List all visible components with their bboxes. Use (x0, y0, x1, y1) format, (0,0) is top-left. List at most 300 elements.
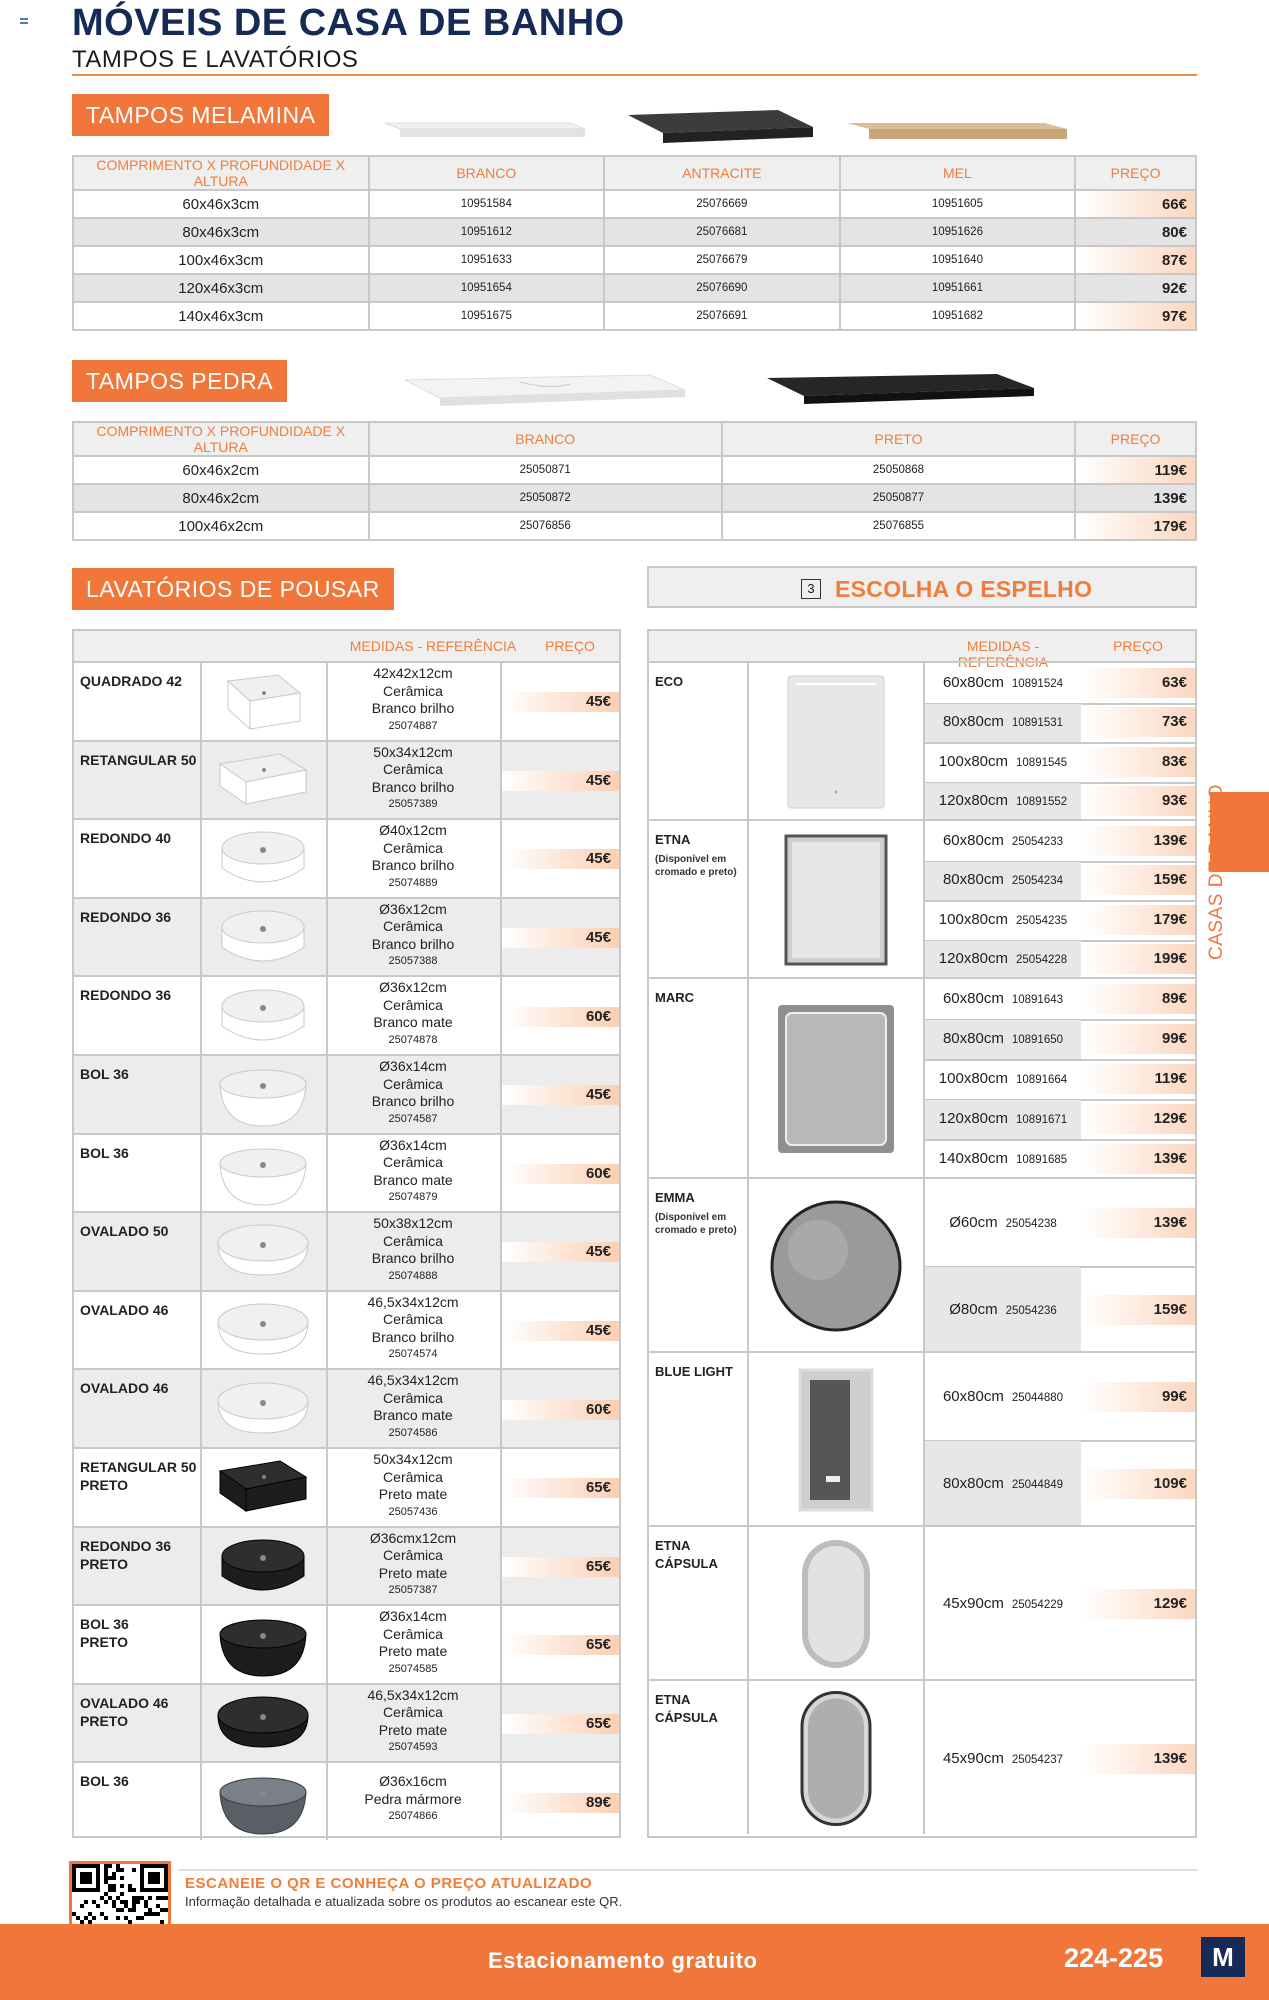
mirror-size (925, 1750, 1081, 1767)
honey-top-image (845, 117, 1070, 145)
basin-image (208, 1764, 318, 1842)
product-price: 60€ (502, 1400, 619, 1420)
product-material: Pedra mármore (364, 1790, 462, 1807)
basin-image (208, 1449, 318, 1527)
list-item (74, 1447, 619, 1526)
section-tag-pedra: TAMPOS PEDRA (72, 360, 287, 402)
mirror-reference: 10891685 (1016, 1154, 1068, 1166)
mirror-image (749, 1527, 923, 1681)
row-divider (923, 1059, 1195, 1061)
mirror-price: 73€ (1082, 707, 1195, 737)
product-reference: 25074585 (388, 1662, 438, 1675)
product-name: BOL 36 (80, 1066, 129, 1082)
pedra-table (72, 421, 1197, 541)
mirror-size (925, 1030, 1081, 1047)
product-dimensions: Ø36x16cm (379, 1773, 447, 1790)
mirror-dimensions: 100x80cm (938, 1070, 1009, 1087)
melamina-col-header: MEL (840, 156, 1076, 190)
basin-image (208, 1056, 318, 1134)
reference-cell: 25076855 (722, 512, 1075, 540)
column-divider (200, 1056, 202, 1133)
mirror-price: 93€ (1082, 786, 1195, 816)
size-cell: 120x46x3cm (73, 274, 369, 302)
product-material: Cerâmica (383, 1075, 443, 1092)
column-divider (200, 977, 202, 1054)
product-name: OVALADO 46 (80, 1380, 169, 1397)
section-tag-melamina: TAMPOS MELAMINA (72, 94, 329, 136)
product-reference: 25074889 (388, 876, 438, 889)
mirror-reference: 10891650 (1011, 1034, 1064, 1046)
basin-image (208, 899, 318, 977)
product-specs (326, 1773, 500, 1826)
mirrors-header-preco: PREÇO (1113, 638, 1163, 654)
mirror-reference: 10891524 (1011, 677, 1064, 690)
product-price: 65€ (502, 1557, 619, 1577)
mirror-image (749, 663, 923, 821)
price-cell: 97€ (1075, 302, 1196, 330)
mirror-price: 139€ (1082, 1144, 1195, 1174)
product-specs (326, 1530, 500, 1600)
column-divider (200, 899, 202, 976)
qr-title: ESCANEIE O QR E CONHEÇA O PREÇO ATUALIZADO (185, 1875, 593, 1892)
mirror-size (925, 990, 1081, 1007)
product-material: Cerâmica (383, 996, 443, 1013)
mirror-price: 199€ (1082, 944, 1195, 974)
basin-image (208, 663, 318, 741)
product-name: QUADRADO 42 (80, 673, 182, 689)
mirror-reference: 25044880 (1011, 1391, 1064, 1404)
product-finish: Branco mate (373, 1407, 453, 1424)
mirror-reference: 25054238 (1005, 1217, 1057, 1230)
product-dimensions: Ø36x12cm (379, 900, 447, 917)
mirror-dimensions: 45x90cm (942, 1595, 1004, 1612)
product-finish: Branco brilho (371, 778, 455, 795)
mirrors-header-medidas: MEDIDAS - REFERÊNCIA (957, 638, 1049, 670)
product-material: Cerâmica (383, 682, 443, 699)
mirror-image (749, 1353, 923, 1527)
reference-cell: 10951654 (369, 274, 605, 302)
product-name: OVALADO 46 (80, 1301, 169, 1318)
basin-image (208, 1371, 318, 1449)
reference-cell: 25076669 (604, 190, 840, 218)
list-item (74, 1761, 619, 1840)
page-numbers: 224-225 (1064, 1943, 1164, 1973)
list-item (74, 1604, 619, 1683)
mirror-reference: 25054236 (1005, 1304, 1057, 1317)
mirror-price: 89€ (1082, 984, 1195, 1014)
pedra-col-header: COMPRIMENTO X PROFUNDIDADE X ALTURA (73, 422, 369, 456)
list-item (74, 818, 619, 897)
mirror-section-label: ESCOLHA O ESPELHO (835, 576, 1093, 602)
mirror-size (925, 1214, 1081, 1231)
product-material: Cerâmica (383, 761, 443, 778)
step-number: 3 (801, 579, 821, 599)
product-finish: Branco brilho (371, 1328, 455, 1345)
column-divider (200, 1370, 202, 1447)
product-specs (326, 901, 500, 971)
lavatorios-grid (72, 629, 621, 1838)
qr-subtitle: Informação detalhada e atualizada sobre os produtos ao escanear este QR. (185, 1894, 623, 1909)
reference-cell: 10951612 (369, 218, 605, 246)
mirror-size (925, 1475, 1081, 1492)
mirror-section-title (647, 566, 1197, 608)
size-cell: 100x46x2cm (73, 512, 369, 540)
mirror-name: ECO (655, 674, 684, 689)
mirror-price: 129€ (1082, 1104, 1195, 1134)
black-stone-top-image (762, 370, 1042, 415)
section-tag-lavatorios: LAVATÓRIOS DE POUSAR (72, 568, 394, 610)
table-row (73, 512, 1196, 540)
mirror-group (649, 977, 1195, 1177)
mirror-size (925, 1110, 1081, 1127)
lavatorios-header-preco: PREÇO (545, 638, 595, 654)
product-reference: 25057388 (388, 955, 438, 968)
mirror-dimensions: 120x80cm (938, 792, 1009, 810)
white-stone-top-image (400, 370, 690, 415)
mirror-name: ETNA CÁPSULA (655, 1538, 718, 1571)
mirror-dimensions: 45x90cm (942, 1749, 1004, 1767)
column-divider (200, 1292, 202, 1369)
product-price: 45€ (502, 771, 619, 791)
product-price: 65€ (502, 1714, 619, 1734)
column-divider (200, 1528, 202, 1605)
mirror-reference: 25054229 (1011, 1599, 1064, 1611)
mirror-note: (Disponível em cromado e preto) (655, 1212, 737, 1236)
reference-cell: 10951626 (840, 218, 1076, 246)
mirror-dimensions: 60x80cm (942, 831, 1004, 849)
product-price: 89€ (502, 1793, 619, 1813)
mirror-reference: 25054235 (1016, 914, 1068, 927)
mirror-name: EMMA (655, 1190, 695, 1205)
mirror-size (925, 792, 1081, 809)
mirror-size (925, 1388, 1081, 1405)
product-name: RETANGULAR 50 PRETO (80, 1459, 197, 1493)
mirror-dimensions: 60x80cm (942, 673, 1004, 691)
size-cell: 80x46x3cm (73, 218, 369, 246)
price-cell: 87€ (1075, 246, 1196, 274)
product-price: 45€ (502, 692, 619, 712)
product-specs (326, 979, 500, 1049)
price-cell: 92€ (1075, 274, 1196, 302)
mirror-name: ETNA CÁPSULA (655, 1692, 718, 1725)
product-material: Cerâmica (383, 1704, 443, 1721)
product-dimensions: Ø36cmx12cm (369, 1529, 457, 1546)
price-cell: 139€ (1075, 484, 1196, 512)
mirror-reference: 25054233 (1011, 835, 1064, 848)
mirror-dimensions: 100x80cm (938, 752, 1009, 770)
product-material: Cerâmica (383, 1311, 443, 1328)
product-finish: Branco brilho (371, 935, 455, 952)
list-item (74, 740, 619, 819)
column-divider (200, 663, 202, 740)
product-dimensions: Ø36x14cm (379, 1136, 447, 1153)
price-cell: 80€ (1075, 218, 1196, 246)
product-price: 65€ (502, 1478, 619, 1498)
basin-image (208, 1685, 318, 1763)
mirror-price: 119€ (1082, 1064, 1195, 1094)
product-finish: Preto mate (378, 1643, 448, 1660)
basin-image (208, 742, 318, 820)
mirror-name: MARC (655, 990, 694, 1005)
product-dimensions: 50x34x12cm (373, 1451, 453, 1467)
size-cell: 80x46x2cm (73, 484, 369, 512)
product-finish: Branco mate (373, 1171, 453, 1188)
reference-cell: 10951640 (840, 246, 1076, 274)
product-name: REDONDO 36 PRETO (80, 1537, 172, 1572)
price-cell: 119€ (1075, 456, 1196, 484)
product-specs (326, 1687, 500, 1757)
mirror-dimensions: 80x80cm (942, 871, 1004, 889)
table-row (73, 484, 1196, 512)
mirror-group (649, 819, 1195, 977)
column-divider (200, 1449, 202, 1526)
reference-cell: 10951605 (840, 190, 1076, 218)
mirror-size (925, 753, 1081, 770)
product-material: Cerâmica (383, 1232, 443, 1249)
basin-image (208, 1528, 318, 1606)
mirror-image (749, 821, 923, 979)
mirror-size (925, 1150, 1081, 1167)
table-row (73, 302, 1196, 330)
product-finish: Branco brilho (371, 1250, 455, 1267)
pedra-col-header: PRETO (722, 422, 1075, 456)
product-dimensions: 46,5x34x12cm (367, 1686, 459, 1703)
product-dimensions: 46,5x34x12cm (367, 1372, 459, 1389)
product-specs (326, 665, 500, 735)
mirror-group (649, 1679, 1195, 1834)
product-name: BOL 36 (80, 1144, 129, 1161)
mirrors-grid (647, 629, 1197, 1838)
product-finish: Branco mate (373, 1014, 453, 1031)
product-dimensions: 50x34x12cm (373, 743, 453, 760)
product-material: Cerâmica (383, 1154, 443, 1171)
product-reference: 25074587 (388, 1112, 438, 1125)
mirror-price: 109€ (1082, 1469, 1195, 1499)
mirror-group (649, 1177, 1195, 1351)
product-reference: 25074593 (388, 1741, 438, 1754)
product-name: BOL 36 (80, 1773, 129, 1790)
product-reference: 25074586 (388, 1426, 438, 1439)
column-divider (200, 742, 202, 819)
product-price: 45€ (502, 1321, 619, 1341)
product-reference: 25074878 (388, 1033, 438, 1046)
side-label: CASAS DE BANHO (1206, 784, 1227, 960)
lavatorios-header-medidas: MEDIDAS - REFERÊNCIA (349, 638, 517, 654)
brand-logo: M (1201, 1937, 1245, 1977)
table-row (73, 190, 1196, 218)
pedra-col-header: BRANCO (369, 422, 722, 456)
mirror-reference: 10891531 (1011, 717, 1064, 730)
product-specs (326, 1451, 500, 1521)
mirror-group (649, 1525, 1195, 1679)
mirror-dimensions: 60x80cm (942, 990, 1004, 1007)
product-dimensions: 46,5x34x12cm (367, 1293, 459, 1310)
product-dimensions: Ø40x12cm (379, 822, 447, 839)
product-dimensions: Ø36x14cm (379, 1058, 447, 1074)
product-reference: 25074879 (388, 1191, 438, 1204)
melamina-col-header: COMPRIMENTO X PROFUNDIDADE X ALTURA (73, 156, 369, 190)
product-material: Cerâmica (383, 1468, 443, 1485)
reference-cell: 25076679 (604, 246, 840, 274)
product-price: 45€ (502, 849, 619, 869)
mirror-price: 139€ (1082, 826, 1195, 856)
basin-image (208, 820, 318, 898)
product-price: 65€ (502, 1635, 619, 1655)
product-name: REDONDO 36 (80, 908, 172, 925)
product-reference: 25074887 (388, 719, 438, 732)
mirror-price: 99€ (1082, 1382, 1195, 1412)
product-material: Cerâmica (383, 918, 443, 935)
melamina-col-header: BRANCO (369, 156, 605, 190)
reference-cell: 10951675 (369, 302, 605, 330)
mirror-dimensions: 60x80cm (942, 1387, 1004, 1405)
product-specs (326, 1294, 500, 1364)
mirror-image (749, 1681, 923, 1836)
reference-cell: 25076691 (604, 302, 840, 330)
list-item (74, 1290, 619, 1369)
qr-divider (178, 1869, 1198, 1871)
mirror-note: (Disponível em cromado e preto) (655, 854, 737, 878)
mirror-price: 159€ (1082, 865, 1195, 895)
mirror-dimensions: 80x80cm (942, 1474, 1004, 1492)
page-subtitle: TAMPOS E LAVATÓRIOS (72, 46, 359, 73)
product-finish: Preto mate (378, 1721, 448, 1738)
mirror-reference: 25054234 (1011, 875, 1064, 888)
mirror-reference: 25054237 (1011, 1753, 1064, 1766)
product-dimensions: Ø36x14cm (379, 1608, 447, 1625)
reference-cell: 25050877 (722, 484, 1075, 512)
mirror-group (649, 1351, 1195, 1525)
pedra-col-header: PREÇO (1075, 422, 1196, 456)
product-price: 45€ (502, 1242, 619, 1262)
reference-cell: 10951633 (369, 246, 605, 274)
basin-image (208, 978, 318, 1056)
column-divider (200, 1606, 202, 1683)
mirror-dimensions: 80x80cm (942, 1030, 1004, 1047)
price-cell: 179€ (1075, 512, 1196, 540)
row-divider (923, 742, 1195, 744)
mirror-price: 83€ (1082, 747, 1195, 777)
mirror-reference: 10891545 (1016, 756, 1068, 769)
product-price: 60€ (502, 1164, 619, 1184)
mirror-size (925, 911, 1081, 928)
product-reference: 25057389 (388, 798, 438, 811)
basin-image (208, 1606, 318, 1684)
reference-cell: 25050868 (722, 456, 1075, 484)
mirror-price: 99€ (1082, 1024, 1195, 1054)
product-material: Cerâmica (383, 1625, 443, 1642)
mirror-reference: 10891552 (1016, 796, 1068, 809)
mirror-dimensions: 100x80cm (938, 910, 1009, 928)
size-cell: 60x46x3cm (73, 190, 369, 218)
reference-cell: 25076856 (369, 512, 722, 540)
product-material: Cerâmica (383, 839, 443, 856)
list-item (74, 897, 619, 976)
mirror-dimensions: 120x80cm (938, 950, 1009, 968)
list-item (74, 1133, 619, 1212)
mirror-price: 159€ (1082, 1295, 1195, 1325)
product-name: REDONDO 40 (80, 830, 172, 847)
product-name: BOL 36 PRETO (80, 1616, 129, 1651)
basin-image (208, 1135, 318, 1213)
product-specs (326, 1608, 500, 1678)
list-item (74, 1526, 619, 1605)
melamina-table (72, 155, 1197, 331)
product-material: Cerâmica (383, 1547, 443, 1564)
reference-cell: 25050871 (369, 456, 722, 484)
size-cell: 60x46x2cm (73, 456, 369, 484)
product-specs (326, 1137, 500, 1207)
product-specs (326, 744, 500, 814)
mirror-image (749, 979, 923, 1179)
mirror-reference: 10891664 (1016, 1074, 1068, 1086)
mirror-size (925, 674, 1081, 691)
mirror-dimensions: Ø60cm (949, 1213, 998, 1231)
size-cell: 100x46x3cm (73, 246, 369, 274)
mirror-size (925, 713, 1081, 730)
mirror-image (749, 1179, 923, 1353)
reference-cell: 25050872 (369, 484, 722, 512)
melamina-col-header: PREÇO (1075, 156, 1196, 190)
page-title: MÓVEIS DE CASA DE BANHO (72, 2, 625, 44)
product-specs (326, 1372, 500, 1442)
table-row (73, 246, 1196, 274)
product-specs (326, 1215, 500, 1285)
basin-image (208, 1213, 318, 1291)
product-name: OVALADO 46 PRETO (80, 1694, 169, 1729)
size-cell: 140x46x3cm (73, 302, 369, 330)
product-dimensions: 42x42x12cm (373, 665, 453, 681)
column-divider (200, 1135, 202, 1212)
list-item (74, 975, 619, 1054)
melamina-col-header: ANTRACITE (604, 156, 840, 190)
product-reference: 25074574 (388, 1348, 438, 1361)
product-name: RETANGULAR 50 (80, 751, 197, 768)
mirror-size (925, 950, 1081, 967)
anthracite-top-image (618, 105, 818, 150)
product-finish: Branco brilho (371, 700, 455, 716)
reference-cell: 25076681 (604, 218, 840, 246)
product-reference: 25057387 (388, 1584, 438, 1597)
reference-cell: 10951682 (840, 302, 1076, 330)
list-item (74, 1683, 619, 1762)
mirror-reference: 25054228 (1016, 954, 1068, 967)
mirror-price: 63€ (1082, 668, 1195, 698)
column-divider (200, 1763, 202, 1840)
basin-image (208, 1292, 318, 1370)
product-reference: 25074866 (388, 1810, 438, 1823)
mirror-reference: 25044849 (1011, 1478, 1064, 1491)
product-price: 45€ (502, 1085, 619, 1105)
mirror-size (925, 832, 1081, 849)
mirror-price: 129€ (1082, 1589, 1195, 1619)
product-finish: Preto mate (378, 1564, 448, 1581)
table-row (73, 218, 1196, 246)
mirror-size (925, 1070, 1081, 1087)
product-finish: Preto mate (378, 1486, 448, 1502)
column-divider (200, 1213, 202, 1290)
mirror-size (925, 871, 1081, 888)
mirror-reference: 10891643 (1011, 994, 1064, 1006)
reference-cell: 10951584 (369, 190, 605, 218)
product-reference: 25074888 (388, 1269, 438, 1282)
list-item (74, 661, 619, 740)
product-dimensions: Ø36x12cm (379, 979, 447, 996)
mirror-size (925, 1595, 1081, 1612)
mirror-price: 139€ (1082, 1744, 1195, 1774)
column-divider (200, 820, 202, 897)
page-marker (20, 18, 28, 24)
